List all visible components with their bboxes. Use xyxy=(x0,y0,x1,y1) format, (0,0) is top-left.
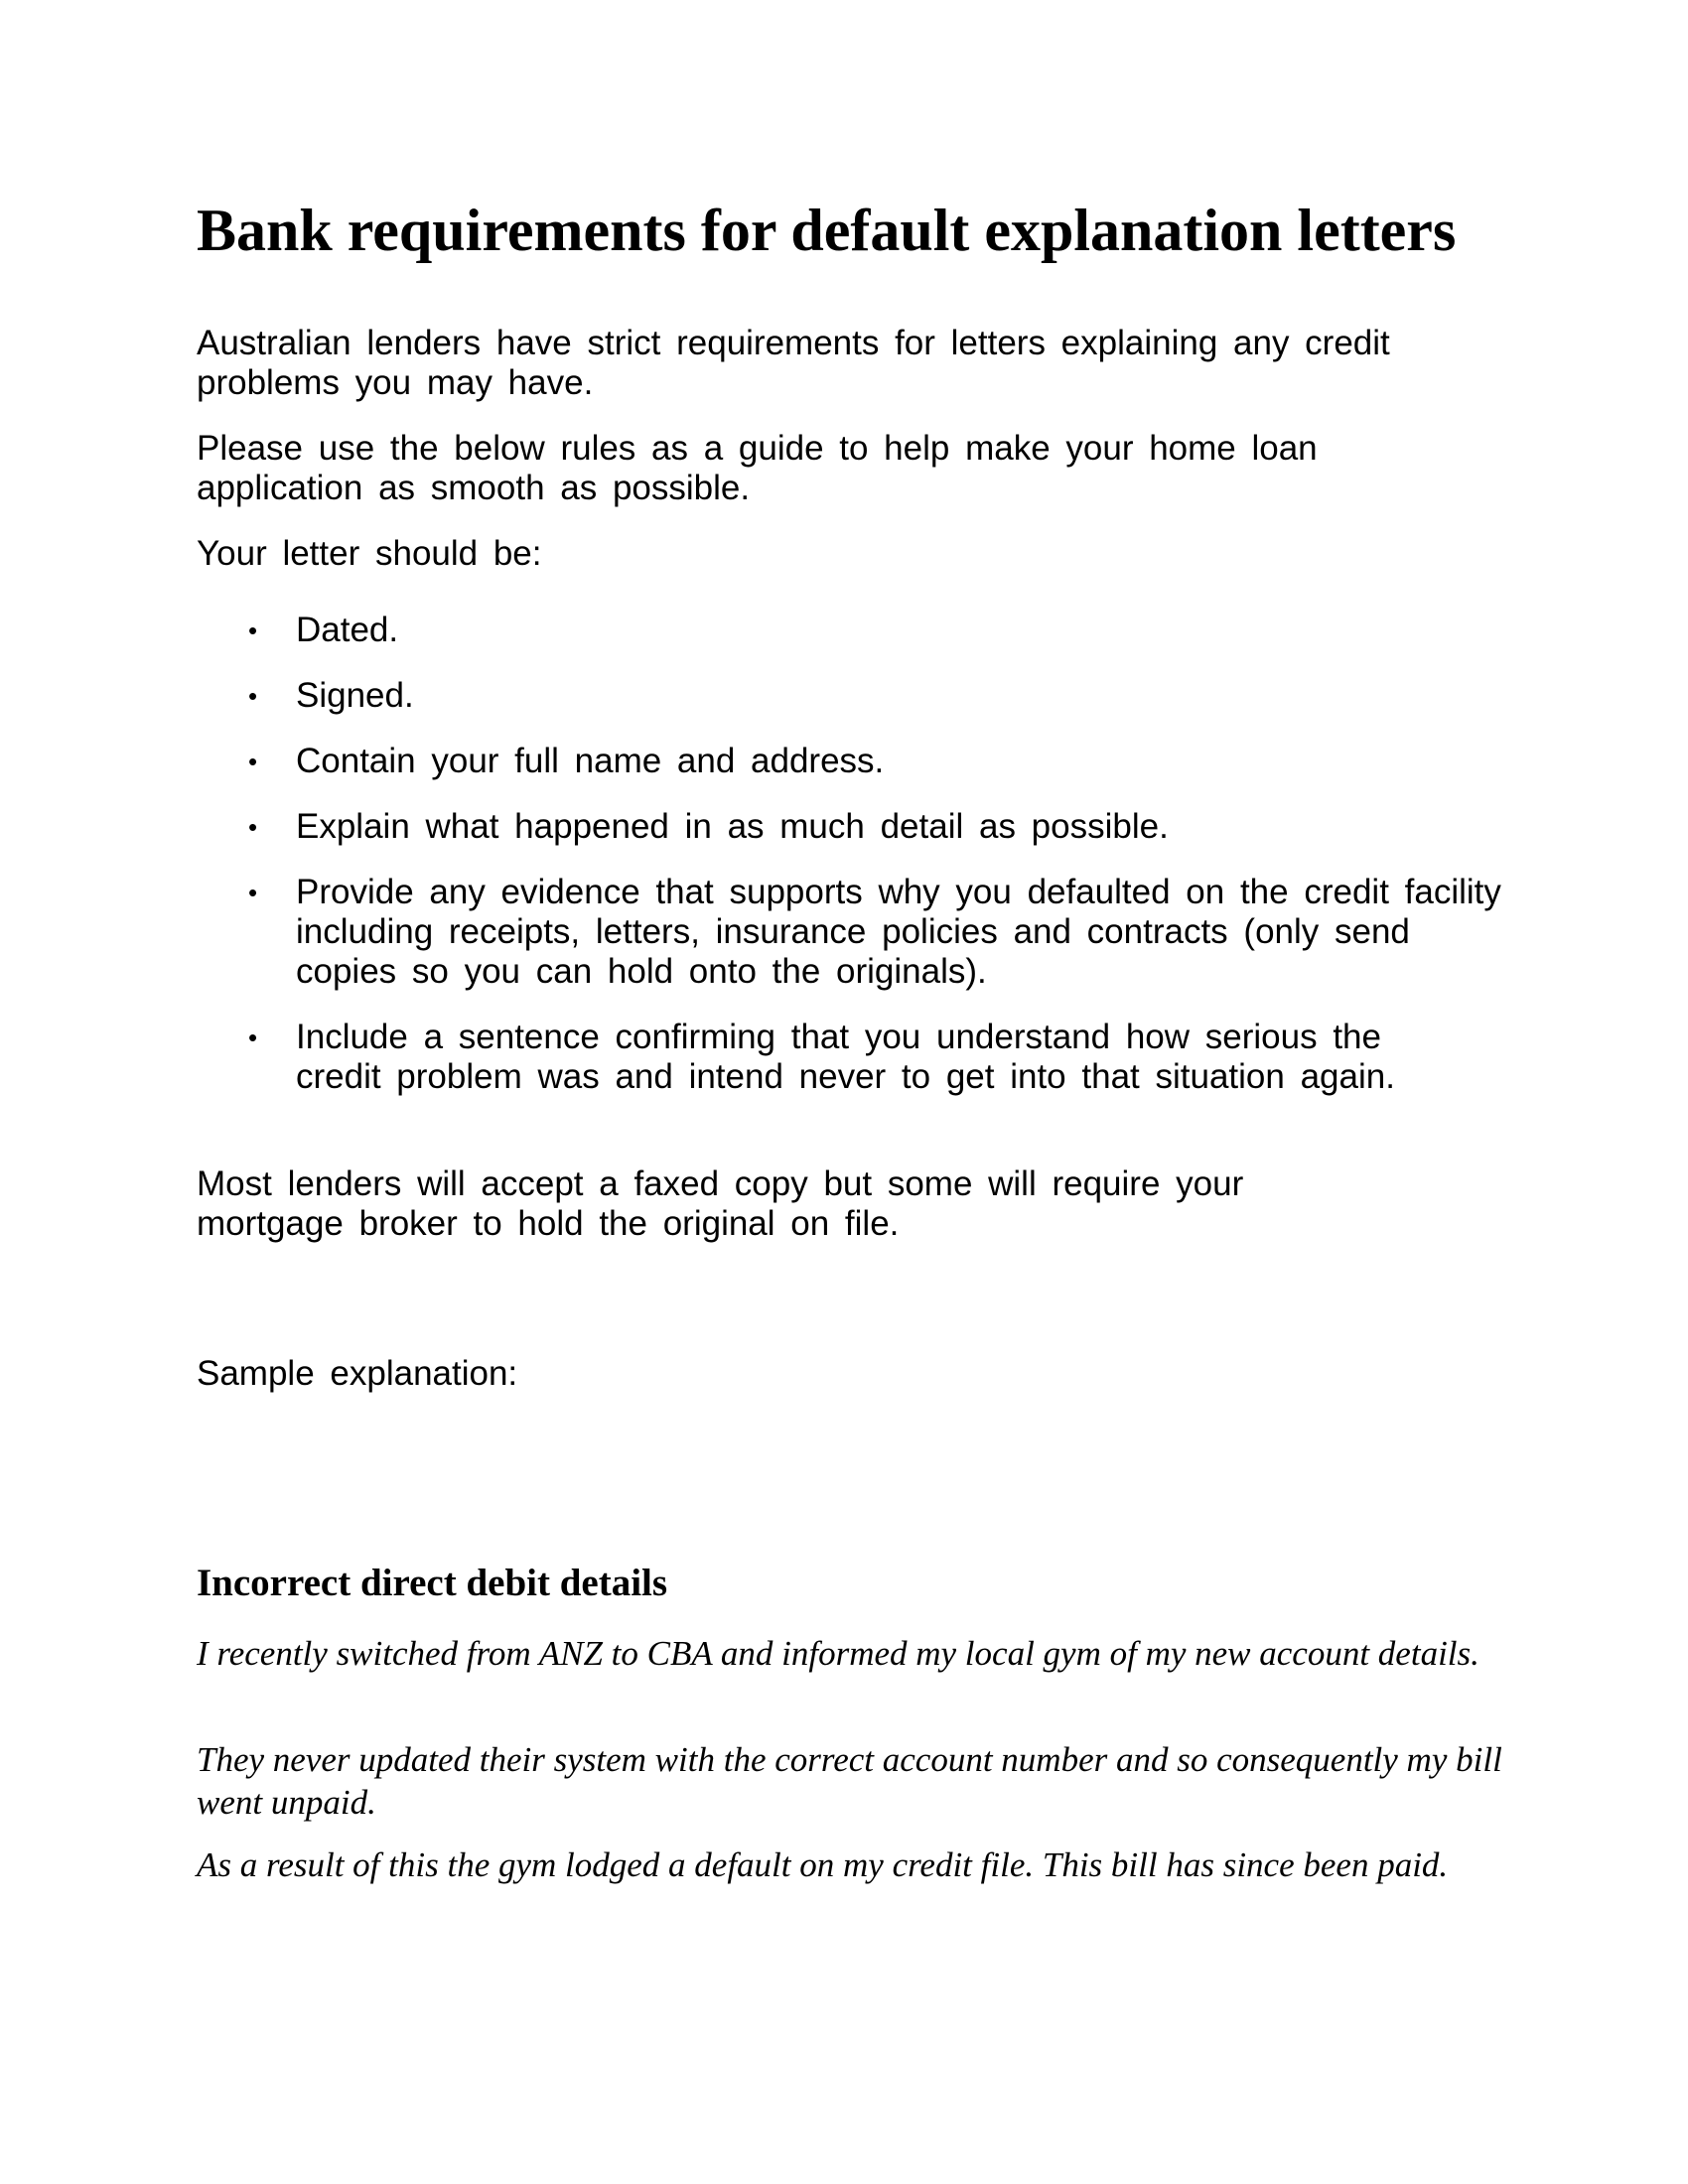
requirement-item xyxy=(197,1018,1507,1097)
sample-paragraph: They never updated their system with the correct account number and so consequently my bill went unpaid. xyxy=(197,1740,1502,1822)
bullet-icon: • xyxy=(248,615,258,645)
requirement-text: Dated. xyxy=(296,611,399,649)
requirement-item xyxy=(197,676,1507,716)
requirement-text: Explain what happened in as much detail as possible. xyxy=(296,807,1169,846)
requirement-text: Contain your full name and address. xyxy=(296,742,885,780)
intro-paragraph: Australian lenders have strict requirements for letters explaining any credit problems you may have. xyxy=(197,324,1390,402)
requirement-text: Provide any evidence that supports why you defaulted on the credit facility including receipts, letters, insurance policies and contracts (only send copies so you can hold onto the originals). xyxy=(296,873,1501,991)
closing-note: Most lenders will accept a faxed copy but some will require your mortgage broker to hold the original on file. xyxy=(197,1164,1244,1243)
requirement-item xyxy=(197,611,1507,650)
requirement-text: Include a sentence confirming that you understand how serious the credit problem was and intend never to get into that situation again. xyxy=(296,1018,1395,1096)
page-title: Bank requirements for default explanation letters xyxy=(197,198,1457,263)
requirement-item xyxy=(197,873,1507,992)
bullet-icon: • xyxy=(248,681,258,711)
requirement-text: Signed. xyxy=(296,676,414,715)
requirement-item xyxy=(197,742,1507,781)
sample-paragraph: As a result of this the gym lodged a default on my credit file. This bill has since been paid. xyxy=(197,1845,1449,1884)
sample-heading: Incorrect direct debit details xyxy=(197,1562,668,1604)
bullet-icon: • xyxy=(248,1023,258,1052)
sample-paragraph: I recently switched from ANZ to CBA and informed my local gym of my new account details. xyxy=(197,1634,1479,1673)
sample-label: Sample explanation: xyxy=(197,1354,518,1393)
bullet-icon: • xyxy=(248,747,258,776)
bullet-icon: • xyxy=(248,878,258,907)
intro-paragraph: Please use the below rules as a guide to help make your home loan application as smooth as possible. xyxy=(197,429,1318,507)
requirements-list xyxy=(197,611,1507,1123)
bullet-icon: • xyxy=(248,812,258,842)
intro-paragraph: Your letter should be: xyxy=(197,534,542,573)
requirement-item xyxy=(197,807,1507,847)
